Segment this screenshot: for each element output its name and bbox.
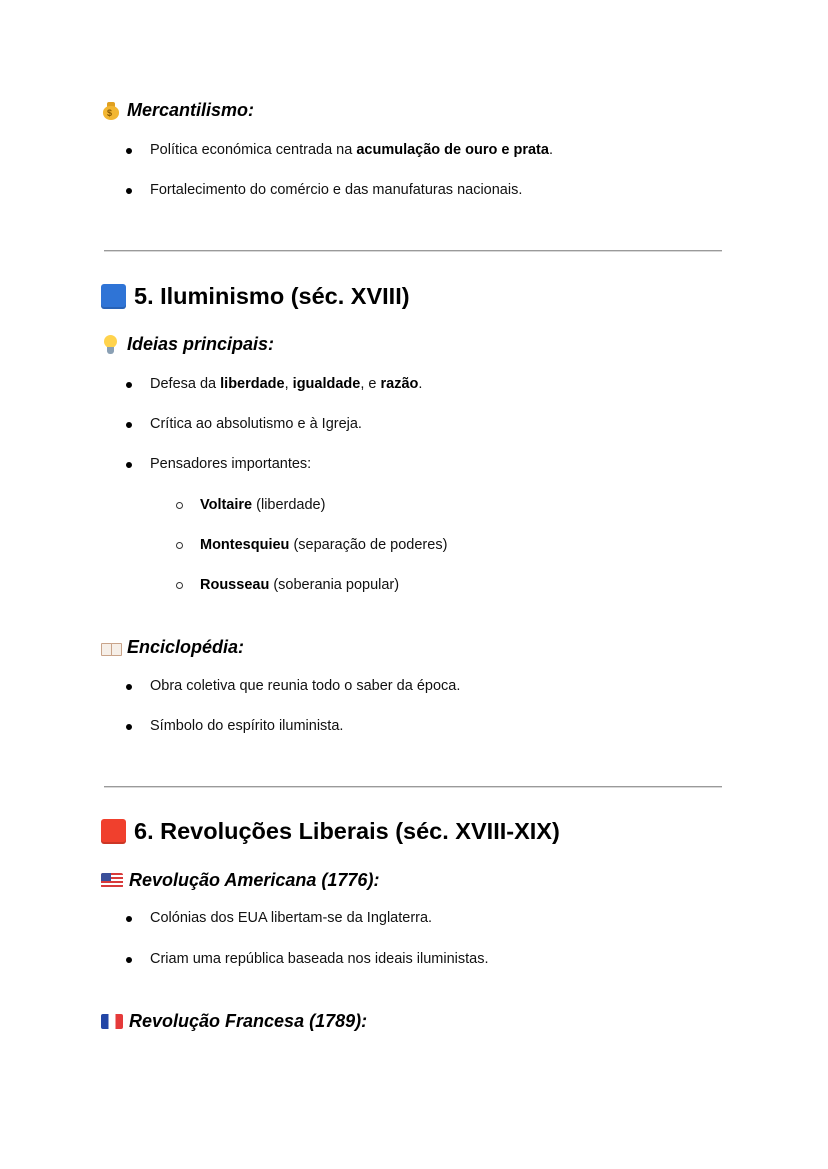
- list-item: Pensadores importantes:: [150, 456, 312, 472]
- open-book-icon: [101, 638, 121, 658]
- divider: [104, 786, 722, 788]
- section-6-title: 6. Revoluções Liberais (séc. XVIII-XIX): [101, 818, 560, 845]
- list-item: Defesa da liberdade, igualdade, e razão.: [150, 376, 423, 392]
- sub-list-item: Rousseau (soberania popular): [200, 577, 400, 593]
- revolucao-francesa-heading: Revolução Francesa (1789):: [101, 1011, 367, 1032]
- revolucao-americana-heading: Revolução Americana (1776):: [101, 870, 379, 891]
- us-flag-icon: [101, 873, 123, 888]
- list-item: Fortalecimento do comércio e das manufaturas nacionais.: [150, 182, 523, 198]
- divider: [104, 250, 722, 252]
- list-item: Política económica centrada na acumulação de ouro e prata.: [150, 142, 553, 158]
- sub-list-item: Voltaire (liberdade): [200, 497, 326, 513]
- france-flag-icon: [101, 1014, 123, 1029]
- enciclopedia-heading: Enciclopédia:: [101, 637, 244, 658]
- red-square-icon: [101, 819, 126, 844]
- section-5-title: 5. Iluminismo (séc. XVIII): [101, 283, 410, 310]
- mercantilismo-heading: $ Mercantilismo:: [101, 100, 254, 121]
- list-item: Símbolo do espírito iluminista.: [150, 718, 344, 734]
- list-item: Criam uma república baseada nos ideais iluministas.: [150, 951, 489, 967]
- sub-list-item: Montesquieu (separação de poderes): [200, 537, 448, 553]
- list-item: Colónias dos EUA libertam-se da Inglaterra.: [150, 910, 433, 926]
- list-item: Crítica ao absolutismo e à Igreja.: [150, 416, 362, 432]
- ideias-heading: Ideias principais:: [101, 334, 274, 355]
- list-item: Obra coletiva que reunia todo o saber da época.: [150, 678, 461, 694]
- blue-square-icon: [101, 284, 126, 309]
- light-bulb-icon: [101, 335, 121, 355]
- money-bag-icon: $: [101, 101, 121, 121]
